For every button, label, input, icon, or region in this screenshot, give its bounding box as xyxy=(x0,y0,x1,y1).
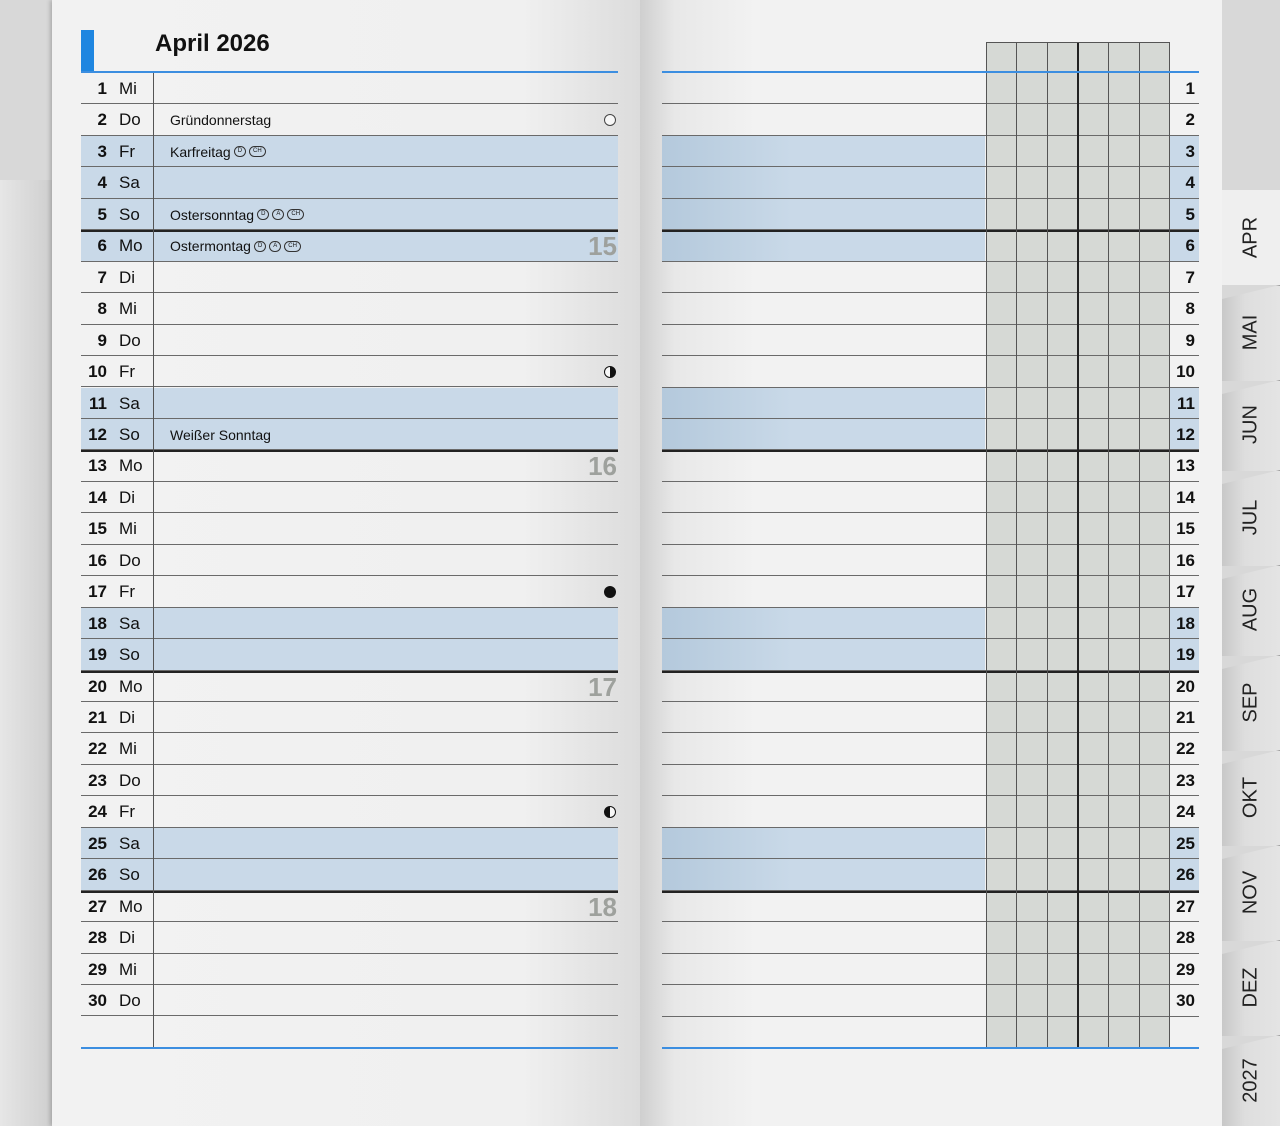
day-name: Do xyxy=(119,110,141,130)
day-row[interactable] xyxy=(81,828,618,859)
country-badge: A xyxy=(269,241,281,252)
notes-day-number: 24 xyxy=(1176,802,1195,822)
day-number: 12 xyxy=(88,424,107,444)
day-name: So xyxy=(119,865,140,885)
notes-day-number: 29 xyxy=(1176,959,1195,979)
holiday-label xyxy=(170,144,266,160)
day-number: 18 xyxy=(88,613,107,633)
grid-column-line xyxy=(1016,42,1017,1048)
day-number: 8 xyxy=(97,299,107,319)
notes-row-line[interactable] xyxy=(662,261,1199,262)
day-number: 13 xyxy=(88,456,107,476)
day-row[interactable] xyxy=(81,859,618,890)
day-row[interactable] xyxy=(81,262,618,293)
week-number: 15 xyxy=(588,231,617,262)
day-number: 10 xyxy=(88,362,107,382)
notes-day-number: 5 xyxy=(1185,204,1195,224)
day-number: 6 xyxy=(97,236,107,256)
day-name: Do xyxy=(119,330,141,350)
notes-row-shade xyxy=(662,828,985,859)
day-row[interactable] xyxy=(81,985,618,1016)
holiday-label xyxy=(170,427,271,443)
notes-row-shade xyxy=(662,608,985,639)
notes-day-number: 27 xyxy=(1176,896,1195,916)
day-name: Fr xyxy=(119,802,136,822)
day-number: 30 xyxy=(88,991,107,1011)
notes-day-number: 14 xyxy=(1176,487,1195,507)
holiday-text: Ostermontag xyxy=(170,238,251,255)
notes-day-number: 20 xyxy=(1176,676,1195,696)
week-number: 17 xyxy=(588,671,617,702)
day-row[interactable] xyxy=(81,450,618,481)
day-number: 9 xyxy=(97,330,107,350)
notes-row-shade xyxy=(662,136,985,167)
grid-column-line xyxy=(1047,42,1048,1048)
day-number: 23 xyxy=(88,770,107,790)
notes-row-shade xyxy=(662,419,985,450)
empty-row[interactable] xyxy=(81,1017,618,1048)
month-tab-label: NOV xyxy=(1239,870,1262,914)
notes-day-number: 21 xyxy=(1176,708,1195,727)
notes-row-line[interactable] xyxy=(662,984,1199,985)
notes-day-number: 8 xyxy=(1185,299,1195,319)
notes-row-line[interactable] xyxy=(662,764,1199,765)
notes-row-line[interactable] xyxy=(662,921,1199,922)
notes-row-line[interactable] xyxy=(662,544,1199,545)
day-row[interactable] xyxy=(81,388,618,419)
day-row[interactable] xyxy=(81,702,618,733)
notes-day-number: 13 xyxy=(1176,456,1195,476)
holiday-text: Ostersonntag xyxy=(170,206,255,223)
day-name: Sa xyxy=(119,393,140,413)
notes-row-line[interactable] xyxy=(662,103,1199,104)
notes-row-line[interactable] xyxy=(662,575,1199,576)
notes-day-number: 10 xyxy=(1176,362,1195,382)
notes-row-line[interactable] xyxy=(662,1016,1199,1017)
day-row[interactable] xyxy=(81,639,618,670)
day-name: Di xyxy=(119,267,136,287)
notes-day-number: 17 xyxy=(1176,582,1195,602)
day-number: 28 xyxy=(88,928,107,948)
notes-day-number: 2 xyxy=(1185,110,1195,130)
notes-day-number: 3 xyxy=(1185,141,1195,161)
grid-column-line xyxy=(1169,42,1170,1048)
week-number: 18 xyxy=(588,891,617,922)
day-row[interactable] xyxy=(81,293,618,324)
day-number: 14 xyxy=(88,487,107,507)
day-name: Mi xyxy=(119,299,137,319)
day-number: 17 xyxy=(88,582,107,602)
month-tab-label: JUL xyxy=(1239,499,1262,535)
day-name: Di xyxy=(119,928,136,948)
day-name: Mi xyxy=(119,519,137,539)
holiday-text: Gründonnerstag xyxy=(170,112,272,129)
day-number: 22 xyxy=(88,739,107,759)
day-row[interactable] xyxy=(81,73,618,104)
header-line-left xyxy=(81,71,618,73)
notes-row-line[interactable] xyxy=(662,450,1199,452)
notes-row-line[interactable] xyxy=(662,891,1199,893)
day-number: 26 xyxy=(88,865,107,885)
day-name: Mo xyxy=(119,896,143,916)
notes-day-number: 23 xyxy=(1176,770,1195,790)
title-accent-bar xyxy=(81,30,94,72)
notes-row-line[interactable] xyxy=(662,953,1199,954)
day-row[interactable] xyxy=(81,954,618,985)
month-tab-label: SEP xyxy=(1239,681,1262,723)
day-number: 27 xyxy=(88,896,107,916)
day-row[interactable] xyxy=(81,167,618,198)
notes-row-line[interactable] xyxy=(662,355,1199,356)
day-row[interactable] xyxy=(81,671,618,702)
day-name: Mi xyxy=(119,79,137,98)
day-number: 15 xyxy=(88,519,107,539)
day-row[interactable] xyxy=(81,356,618,387)
day-number: 25 xyxy=(88,833,107,853)
country-badge: CH xyxy=(284,241,301,252)
day-name: So xyxy=(119,424,140,444)
day-row[interactable] xyxy=(81,576,618,607)
day-row[interactable] xyxy=(81,891,618,922)
notes-day-number: 28 xyxy=(1176,928,1195,948)
day-number: 29 xyxy=(88,959,107,979)
country-badge: D xyxy=(254,241,266,252)
month-tab-label: AUG xyxy=(1239,587,1262,632)
day-name: Do xyxy=(119,550,141,570)
day-number: 21 xyxy=(88,708,107,727)
notes-day-number: 9 xyxy=(1185,330,1195,350)
notes-row-line[interactable] xyxy=(662,512,1199,513)
day-number: 16 xyxy=(88,550,107,570)
moon-phase-first-icon xyxy=(604,366,616,378)
day-number: 5 xyxy=(97,204,107,224)
day-number: 1 xyxy=(97,79,107,98)
notes-day-number: 16 xyxy=(1176,550,1195,570)
day-name: Fr xyxy=(119,362,136,382)
day-row[interactable] xyxy=(81,199,618,230)
notes-row-shade xyxy=(662,230,985,261)
notes-day-number: 7 xyxy=(1185,267,1195,287)
day-name: Di xyxy=(119,487,136,507)
day-number: 2 xyxy=(97,110,107,130)
notes-row-line[interactable] xyxy=(662,324,1199,325)
month-tab-label: JUN xyxy=(1239,405,1262,444)
footer-line-right xyxy=(662,1047,1199,1049)
notes-row-line[interactable] xyxy=(662,292,1199,293)
day-row[interactable] xyxy=(81,545,618,576)
holiday-label xyxy=(170,112,271,128)
notes-row-shade xyxy=(662,199,985,230)
notes-day-number: 6 xyxy=(1185,236,1195,256)
month-tab-label: 2027 xyxy=(1239,1057,1262,1103)
holiday-label xyxy=(170,207,304,223)
day-name: Sa xyxy=(119,613,140,633)
day-row[interactable] xyxy=(81,765,618,796)
notes-row-shade xyxy=(662,388,985,419)
grid-column-line xyxy=(986,42,987,1048)
notes-day-number: 15 xyxy=(1176,519,1195,539)
day-row[interactable] xyxy=(81,104,618,135)
footer-line-left xyxy=(81,1047,618,1049)
day-row[interactable] xyxy=(81,136,618,167)
month-tab-label: APR xyxy=(1239,216,1262,258)
grid-column-line xyxy=(1139,42,1140,1048)
country-badge: CH xyxy=(287,209,304,220)
notes-day-number: 26 xyxy=(1176,865,1195,885)
day-number: 4 xyxy=(97,173,107,193)
holiday-text: Karfreitag xyxy=(170,143,231,160)
notes-row-shade xyxy=(662,859,985,890)
day-name: Sa xyxy=(119,833,140,853)
day-row[interactable] xyxy=(81,513,618,544)
day-row[interactable] xyxy=(81,922,618,953)
day-name: Do xyxy=(119,770,141,790)
country-badge: CH xyxy=(249,146,266,157)
holiday-label xyxy=(170,238,301,254)
notes-day-number: 19 xyxy=(1176,645,1195,665)
notes-day-number: 30 xyxy=(1176,991,1195,1011)
day-name: So xyxy=(119,204,140,224)
day-number: 19 xyxy=(88,645,107,665)
grid-column-line xyxy=(1108,42,1109,1048)
day-row[interactable] xyxy=(81,419,618,450)
day-name: Mi xyxy=(119,959,137,979)
notes-day-number: 12 xyxy=(1176,424,1195,444)
notes-row-line[interactable] xyxy=(662,230,1199,232)
day-name: Fr xyxy=(119,582,136,602)
notes-day-number: 18 xyxy=(1176,613,1195,633)
holiday-text: Weißer Sonntag xyxy=(170,426,271,443)
notes-row-line[interactable] xyxy=(662,481,1199,482)
day-row[interactable] xyxy=(81,608,618,639)
day-name: Mo xyxy=(119,456,143,476)
notes-day-number: 4 xyxy=(1185,173,1195,193)
day-number: 24 xyxy=(88,802,107,822)
day-name: So xyxy=(119,645,140,665)
day-number: 11 xyxy=(89,393,107,413)
notes-row-shade xyxy=(662,639,985,670)
day-row[interactable] xyxy=(81,733,618,764)
notes-day-number: 11 xyxy=(1177,393,1195,413)
day-row[interactable] xyxy=(81,796,618,827)
month-tab-label: MAI xyxy=(1239,314,1262,350)
country-badge: D xyxy=(234,146,246,157)
notes-row-shade xyxy=(662,167,985,198)
month-tab-label: OKT xyxy=(1239,776,1262,818)
month-tab-label: DEZ xyxy=(1239,967,1262,1007)
day-column-separator xyxy=(153,73,154,1049)
day-name: Fr xyxy=(119,141,136,161)
notes-day-number: 25 xyxy=(1176,833,1195,853)
notes-row-line[interactable] xyxy=(662,795,1199,796)
day-name: Mo xyxy=(119,236,143,256)
country-badge: A xyxy=(272,209,284,220)
notes-row-line[interactable] xyxy=(662,701,1199,702)
day-row[interactable] xyxy=(81,325,618,356)
day-row[interactable] xyxy=(81,230,618,261)
header-line-right xyxy=(662,71,1199,73)
notes-day-number: 22 xyxy=(1176,739,1195,759)
grid-top-line xyxy=(986,42,1169,43)
notes-row-line[interactable] xyxy=(662,732,1199,733)
back-page xyxy=(0,180,52,1126)
day-row[interactable] xyxy=(81,482,618,513)
day-name: Do xyxy=(119,991,141,1011)
notes-day-number: 1 xyxy=(1185,79,1195,98)
grid-column-line xyxy=(1077,42,1079,1048)
day-name: Mo xyxy=(119,676,143,696)
day-name: Di xyxy=(119,708,136,727)
day-name: Mi xyxy=(119,739,137,759)
day-name: Sa xyxy=(119,173,140,193)
day-number: 3 xyxy=(97,141,107,161)
day-number: 20 xyxy=(88,676,107,696)
notes-row-line[interactable] xyxy=(662,671,1199,673)
month-title: April 2026 xyxy=(155,30,270,57)
day-number: 7 xyxy=(97,267,107,287)
country-badge: D xyxy=(257,209,269,220)
week-number: 16 xyxy=(588,451,617,482)
